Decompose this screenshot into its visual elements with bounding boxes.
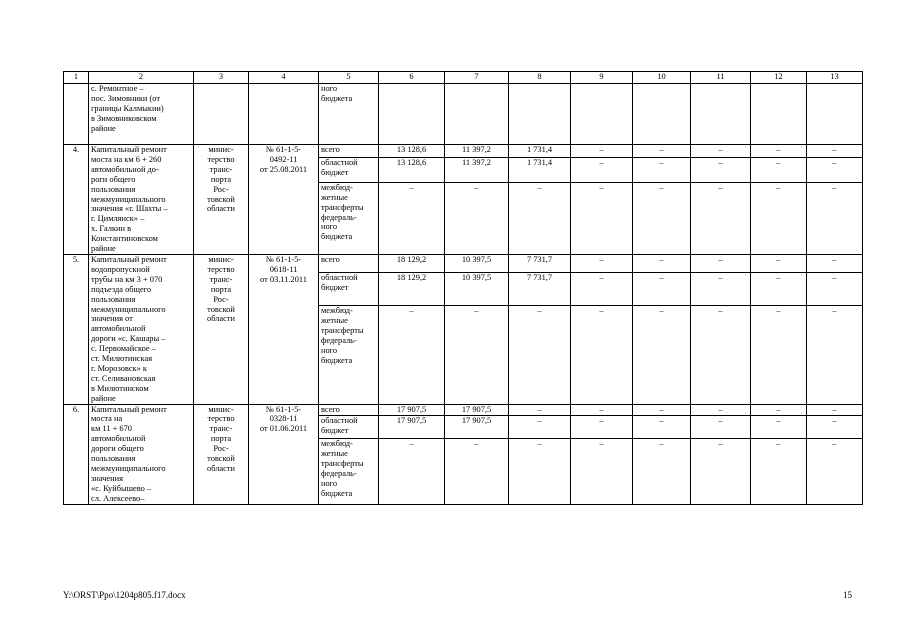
column-number-5: 5 [319,72,379,84]
value-cell: – [633,438,691,504]
page-number: 15 [843,590,852,600]
funding-source-cell: областной бюджет [319,158,379,183]
funding-source-cell: межбюд- жетные трансферты федераль- ного бюджета [319,306,379,404]
empty-cell [571,84,633,145]
executor-cell: минис- терство транс- порта Рос- товской области [194,254,249,404]
value-cell: – [509,182,571,254]
value-cell: – [691,404,751,416]
value-cell: 11 397,2 [445,145,509,158]
column-number-7: 7 [445,72,509,84]
continuation-row [64,84,863,145]
value-cell: – [571,404,633,416]
object-name-cell: Капитальный ремонт моста на км 6 + 260 автомобильной до- роги общего пользования межмуниципального значения «г. Шахты – г. Цимлянск» – х. Галкин в Константиновском районе [89,145,194,255]
column-number-13: 13 [807,72,863,84]
value-cell: – [571,272,633,306]
funding-source-cell: всего [319,145,379,158]
value-cell: – [633,404,691,416]
value-cell: – [445,182,509,254]
row-number-cell: 6. [64,404,89,504]
value-cell: – [751,145,807,158]
value-cell: 1 731,4 [509,158,571,183]
value-cell: – [633,182,691,254]
value-cell: – [571,254,633,272]
column-number-10: 10 [633,72,691,84]
value-cell: – [691,145,751,158]
value-cell: – [633,272,691,306]
value-cell: 17 907,5 [379,416,445,439]
table-row [64,145,863,158]
value-cell: – [807,254,863,272]
value-cell: 17 907,5 [445,404,509,416]
value-cell: – [751,254,807,272]
executor-cell: минис- терство транс- порта Рос- товской области [194,145,249,255]
value-cell: – [633,416,691,439]
funding-source-cell: межбюд- жетные трансферты федераль- ного бюджета [319,438,379,504]
value-cell: – [751,272,807,306]
value-cell: – [751,306,807,404]
value-cell: – [691,306,751,404]
value-cell: – [807,158,863,183]
value-cell: 17 907,5 [379,404,445,416]
column-number-1: 1 [64,72,89,84]
value-cell: – [633,145,691,158]
value-cell: 7 731,7 [509,254,571,272]
cont-name-cell: с. Ремонтное – пос. Зимовники (от границы Калмыкии) в Зимовниковском районе [89,84,194,145]
value-cell: – [445,306,509,404]
value-cell: – [445,438,509,504]
value-cell: – [751,438,807,504]
table-row [64,404,863,416]
value-cell: – [509,306,571,404]
value-cell: – [807,272,863,306]
value-cell: – [807,145,863,158]
value-cell: – [691,254,751,272]
column-number-12: 12 [751,72,807,84]
value-cell: – [571,145,633,158]
cont-executor-cell [194,84,249,145]
funding-source-cell: областной бюджет [319,416,379,439]
value-cell: 10 397,5 [445,272,509,306]
column-number-row [64,72,863,84]
value-cell: – [379,438,445,504]
value-cell: 10 397,5 [445,254,509,272]
value-cell: – [691,158,751,183]
value-cell: – [807,182,863,254]
value-cell: – [807,416,863,439]
object-name-cell: Капитальный ремонт моста на км 11 + 670 автомобильной дороги общего пользования межмуниципального значения «с. Куйбышево – сл. Алексеево– [89,404,194,504]
object-name-cell: Капитальный ремонт водопропускной трубы на км 3 + 070 подъезда общего пользования межмуниципального значения от автомобильной дороги «с. Кашары – с. Первомайское – ст. Милютинская г. Морозовск» к ст. Селивановская в Милютинском районе [89,254,194,404]
column-number-6: 6 [379,72,445,84]
table-row [64,254,863,272]
value-cell: – [807,306,863,404]
value-cell: – [571,416,633,439]
value-cell: – [751,158,807,183]
value-cell: – [807,404,863,416]
value-cell: 17 907,5 [445,416,509,439]
value-cell: – [633,306,691,404]
value-cell: – [633,158,691,183]
row-number-cell: 5. [64,254,89,404]
value-cell: – [509,416,571,439]
value-cell: – [509,438,571,504]
value-cell: – [751,416,807,439]
value-cell: 13 128,6 [379,158,445,183]
column-number-3: 3 [194,72,249,84]
empty-cell [633,84,691,145]
value-cell: – [379,306,445,404]
empty-cell [379,84,445,145]
value-cell: 7 731,7 [509,272,571,306]
cont-type-cell: ного бюджета [319,84,379,145]
value-cell: – [691,438,751,504]
column-number-4: 4 [249,72,319,84]
value-cell: – [751,404,807,416]
value-cell: – [751,182,807,254]
value-cell: 1 731,4 [509,145,571,158]
row-number-cell: 4. [64,145,89,255]
funding-source-cell: всего [319,254,379,272]
empty-cell [445,84,509,145]
contract-cell: № 61-1-5- 0328-11 от 01.06.2011 [249,404,319,504]
value-cell: – [571,158,633,183]
value-cell: – [633,254,691,272]
empty-cell [807,84,863,145]
value-cell: 11 397,2 [445,158,509,183]
value-cell: – [691,272,751,306]
cont-num-cell [64,84,89,145]
funding-source-cell: всего [319,404,379,416]
value-cell: 18 129,2 [379,272,445,306]
value-cell: 18 129,2 [379,254,445,272]
column-number-8: 8 [509,72,571,84]
cont-contract-cell [249,84,319,145]
value-cell: 13 128,6 [379,145,445,158]
value-cell: – [509,404,571,416]
funding-source-cell: межбюд- жетные трансферты федераль- ного бюджета [319,182,379,254]
empty-cell [509,84,571,145]
value-cell: – [691,182,751,254]
funding-source-cell: областной бюджет [319,272,379,306]
column-number-11: 11 [691,72,751,84]
executor-cell: минис- терство транс- порта Рос- товской области [194,404,249,504]
value-cell: – [691,416,751,439]
contract-cell: № 61-1-5- 0492-11 от 25.08.2011 [249,145,319,255]
value-cell: – [571,182,633,254]
value-cell: – [807,438,863,504]
value-cell: – [571,306,633,404]
budget-table [63,71,863,505]
footer-file-path: Y:\ORST\Ppo\1204p805.f17.docx [63,590,186,600]
column-number-2: 2 [89,72,194,84]
column-number-9: 9 [571,72,633,84]
empty-cell [751,84,807,145]
value-cell: – [571,438,633,504]
contract-cell: № 61-1-5- 0618-11 от 03.11.2011 [249,254,319,404]
empty-cell [691,84,751,145]
value-cell: – [379,182,445,254]
